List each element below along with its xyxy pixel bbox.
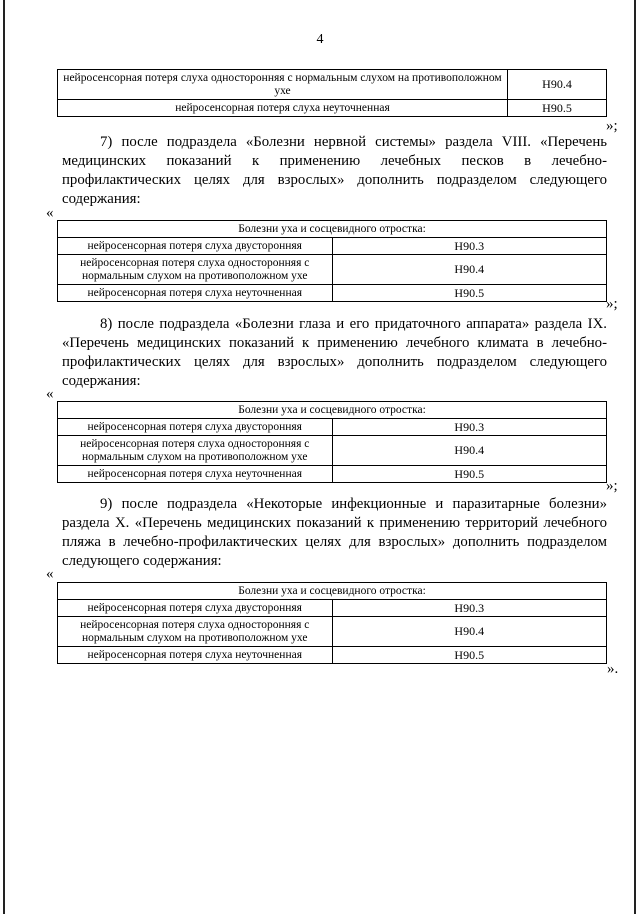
- paragraph-7: [62, 133, 607, 209]
- page-number: 4: [316, 32, 324, 47]
- section-header-cell: Болезни уха и сосцевидного отростка:: [58, 402, 607, 419]
- code-cell: H90.3: [332, 600, 607, 617]
- paragraph-9: [62, 495, 607, 571]
- diagnosis-cell: нейросенсорная потеря слуха двусторонняя: [58, 600, 333, 617]
- table-row: [58, 255, 607, 285]
- paragraph-9-text: 9) после подраздела «Некоторые инфекционные и паразитарные болезни» раздела X. «Перечень медицинских показаний к применению территорий лечебного пляжа в лечебно-профилактических целях для взрослых» дополнить подразделом следующего содержания:: [62, 496, 607, 569]
- code-cell: H90.5: [332, 466, 607, 483]
- closing-quote: »;: [606, 296, 618, 312]
- table-continuation: [57, 69, 607, 117]
- diagnosis-cell: нейросенсорная потеря слуха неуточненная: [58, 100, 508, 117]
- diagnosis-cell: нейросенсорная потеря слуха односторонняя с нормальным слухом на противоположном ухе: [58, 436, 333, 466]
- table-row: [58, 100, 607, 117]
- diagnosis-cell: нейросенсорная потеря слуха односторонняя с нормальным слухом на противоположном ухе: [58, 70, 508, 100]
- diagnosis-cell: нейросенсорная потеря слуха односторонняя с нормальным слухом на противоположном ухе: [58, 617, 333, 647]
- table-row: [58, 285, 607, 302]
- diagnosis-cell: нейросенсорная потеря слуха двусторонняя: [58, 419, 333, 436]
- code-cell: H90.5: [332, 285, 607, 302]
- closing-quote: ».: [607, 661, 619, 677]
- table-10: [57, 582, 607, 664]
- code-cell: H90.3: [332, 419, 607, 436]
- table-9: [57, 401, 607, 483]
- opening-quote: «: [46, 386, 54, 402]
- table-row: [58, 419, 607, 436]
- diagnosis-cell: нейросенсорная потеря слуха неуточненная: [58, 466, 333, 483]
- closing-quote: »;: [606, 118, 618, 134]
- table-row: [58, 436, 607, 466]
- code-cell: H90.4: [332, 255, 607, 285]
- opening-quote: «: [46, 566, 54, 582]
- section-header-cell: Болезни уха и сосцевидного отростка:: [58, 583, 607, 600]
- diagnosis-cell: нейросенсорная потеря слуха неуточненная: [58, 647, 333, 664]
- table-row: [58, 238, 607, 255]
- paragraph-8: [62, 315, 607, 391]
- code-cell: H90.3: [332, 238, 607, 255]
- table-row: [58, 466, 607, 483]
- diagnosis-cell: нейросенсорная потеря слуха двусторонняя: [58, 238, 333, 255]
- code-cell: H90.4: [508, 70, 607, 100]
- code-cell: H90.4: [332, 436, 607, 466]
- code-cell: H90.5: [332, 647, 607, 664]
- table-row: [58, 647, 607, 664]
- code-cell: H90.4: [332, 617, 607, 647]
- table-8: [57, 220, 607, 302]
- table-header-row: [58, 583, 607, 600]
- table-row: [58, 70, 607, 100]
- code-cell: H90.5: [508, 100, 607, 117]
- diagnosis-cell: нейросенсорная потеря слуха односторонняя с нормальным слухом на противоположном ухе: [58, 255, 333, 285]
- scan-border-right: [634, 0, 636, 914]
- scan-border-left: [3, 0, 5, 914]
- diagnosis-cell: нейросенсорная потеря слуха неуточненная: [58, 285, 333, 302]
- table-header-row: [58, 402, 607, 419]
- table-row: [58, 617, 607, 647]
- section-header-cell: Болезни уха и сосцевидного отростка:: [58, 221, 607, 238]
- table-row: [58, 600, 607, 617]
- opening-quote: «: [46, 205, 54, 221]
- paragraph-8-text: 8) после подраздела «Болезни глаза и его придаточного аппарата» раздела IX. «Перечень медицинских показаний к применению лечебного климата в лечебно-профилактических целях для взрослых» дополнить подразделом следующего содержания:: [62, 316, 607, 389]
- table-header-row: [58, 221, 607, 238]
- paragraph-7-text: 7) после подраздела «Болезни нервной системы» раздела VIII. «Перечень медицинских показаний к применению лечебных песков в лечебно-профилактических целях для взрослых» дополнить подразделом следующего содержания:: [62, 134, 607, 207]
- closing-quote: »;: [606, 478, 618, 494]
